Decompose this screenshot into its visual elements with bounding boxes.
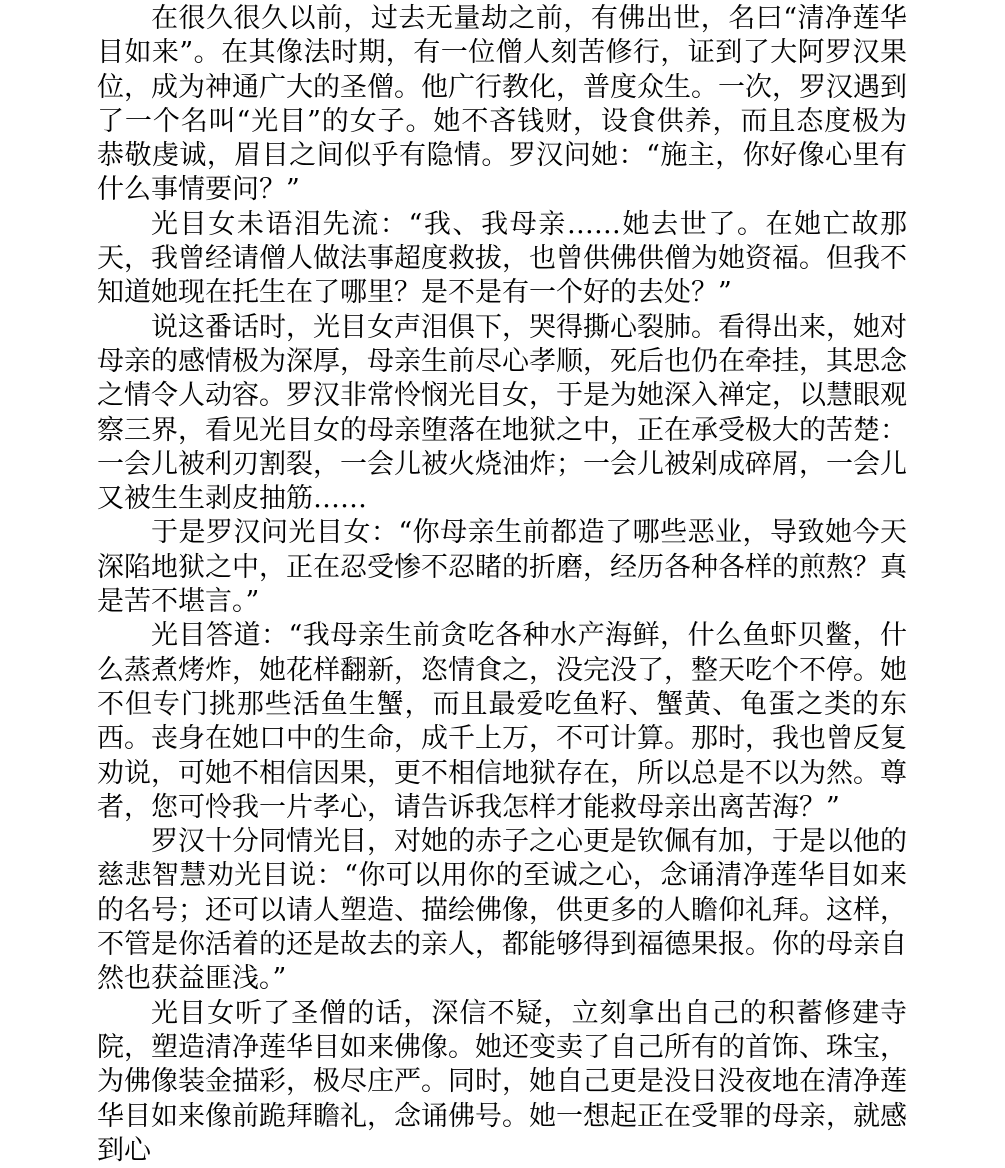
paragraph-4: 于是罗汉问光目女：“你母亲生前都造了哪些恶业，导致她今天深陷地狱之中，正在忍受惨不忍睹的折磨，经历各种各样的煎熬？真是苦不堪言。” — [97, 517, 907, 618]
paragraph-6: 罗汉十分同情光目，对她的赤子之心更是钦佩有加，于是以他的慈悲智慧劝光目说：“你可以用你的至诚之心，念诵清净莲华目如来的名号；还可以请人塑造、描绘佛像，供更多的人瞻仰礼拜。这样，不管是你活着的还是故去的亲人，都能够得到福德果报。你的母亲自然也获益匪浅。” — [97, 826, 907, 995]
paragraph-7: 光目女听了圣僧的话，深信不疑，立刻拿出自己的积蓄修建寺院，塑造清净莲华目如来佛像。她还变卖了自己所有的首饰、珠宝，为佛像装金描彩，极尽庄严。同时，她自己更是没日没夜地在清净莲华目如来像前跪拜瞻礼，念诵佛号。她一想起正在受罪的母亲，就感到心 — [97, 997, 907, 1166]
paragraph-2: 光目女未语泪先流：“我、我母亲……她去世了。在她亡故那天，我曾经请僧人做法事超度救拔，也曾供佛供僧为她资福。但我不知道她现在托生在了哪里？是不是有一个好的去处？” — [97, 208, 907, 309]
paragraph-1: 在很久很久以前，过去无量劫之前，有佛出世，名曰“清净莲华目如来”。在其像法时期，有一位僧人刻苦修行，证到了大阿罗汉果位，成为神通广大的圣僧。他广行教化，普度众生。一次，罗汉遇到了一个名叫“光目”的女子。她不吝钱财，设食供养，而且态度极为恭敬虔诚，眉目之间似乎有隐情。罗汉问她：“施主，你好像心里有什么事情要问？” — [97, 3, 907, 206]
paragraph-5: 光目答道：“我母亲生前贪吃各种水产海鲜，什么鱼虾贝鳖，什么蒸煮烤炸，她花样翻新，恣情食之，没完没了，整天吃个不停。她不但专门挑那些活鱼生蟹，而且最爱吃鱼籽、蟹黄、龟蛋之类的东西。丧身在她口中的生命，成千上万，不可计算。那时，我也曾反复劝说，可她不相信因果，更不相信地狱存在，所以总是不以为然。尊者，您可怜我一片孝心，请告诉我怎样才能救母亲出离苦海？” — [97, 620, 907, 823]
document-page — [97, 2, 907, 1166]
paragraph-3: 说这番话时，光目女声泪俱下，哭得撕心裂肺。看得出来，她对母亲的感情极为深厚，母亲生前尽心孝顺，死后也仍在牵挂，其思念之情令人动容。罗汉非常怜悯光目女，于是为她深入禅定，以慧眼观察三界，看见光目女的母亲堕落在地狱之中，正在承受极大的苦楚：一会儿被利刃割裂，一会儿被火烧油炸；一会儿被剁成碎屑，一会儿又被生生剥皮抽筋…… — [97, 311, 907, 515]
